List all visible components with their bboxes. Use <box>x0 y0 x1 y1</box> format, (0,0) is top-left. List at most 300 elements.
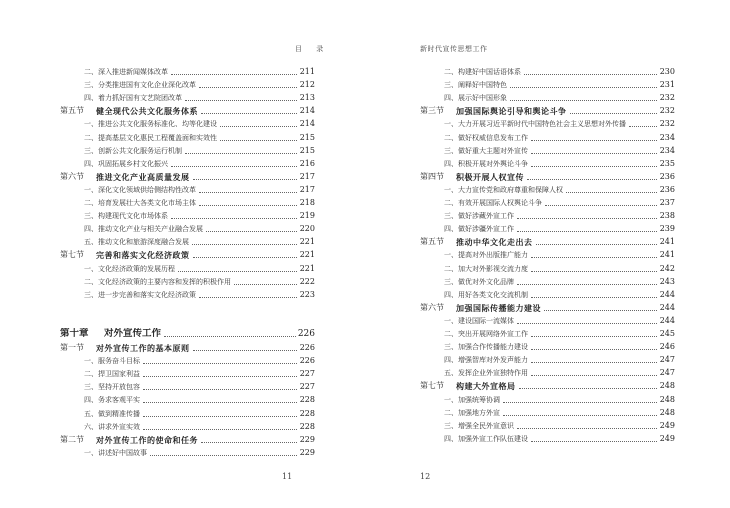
toc-entry-title: 二、加大对外影视交流力度 <box>444 264 528 273</box>
toc-entry-title: 四、巩固拓展乡村文化振兴 <box>84 159 168 168</box>
toc-entry-title: 健全现代公共文化服务体系 <box>96 106 198 117</box>
toc-entry-title: 四、积极开展对外舆论斗争 <box>444 159 528 168</box>
toc-entry-title: 推进文化产业高质量发展 <box>96 171 190 182</box>
dot-leader <box>185 100 297 101</box>
toc-entry-label <box>60 79 299 91</box>
toc-entry-label <box>420 315 659 327</box>
dot-leader <box>199 87 297 88</box>
dot-leader <box>503 402 657 403</box>
toc-entry-label <box>420 289 659 301</box>
toc-entry-label <box>60 145 299 157</box>
dot-leader <box>220 140 297 141</box>
toc-entry-title: 四、务求客观平实 <box>84 396 140 405</box>
toc-entry-sub[interactable] <box>60 421 315 433</box>
toc-entry-number: 第五节 <box>420 237 444 247</box>
toc-entry-page: 232 <box>659 119 675 129</box>
toc-entry-sub[interactable] <box>420 118 675 130</box>
toc-entry-label <box>420 223 659 235</box>
toc-entry-title: 六、讲求外宣实效 <box>84 422 140 431</box>
toc-entry-page: 223 <box>299 289 315 299</box>
toc-entry-sub[interactable] <box>60 447 315 459</box>
toc-entry-page: 234 <box>659 132 675 142</box>
toc-entry-label <box>60 342 299 354</box>
toc-entry-page: 227 <box>299 369 315 379</box>
toc-entry-label <box>420 236 659 248</box>
dot-leader <box>201 113 297 114</box>
toc-entry-sub[interactable] <box>420 249 675 261</box>
dot-leader <box>531 166 657 167</box>
dot-leader <box>199 192 297 193</box>
toc-entry-title: 一、大力开展习近平新时代中国特色社会主义思想对外传播 <box>444 120 626 129</box>
toc-entry-page: 239 <box>659 224 675 234</box>
toc-entry-label <box>420 197 659 209</box>
dot-leader <box>220 126 297 127</box>
toc-entry-title: 三、做好涉藏外宣工作 <box>444 212 514 221</box>
dot-leader <box>531 257 657 258</box>
toc-entry-label <box>60 447 299 459</box>
toc-entry-title: 三、增强全民外宣意识 <box>444 421 514 430</box>
toc-entry-label <box>420 302 659 314</box>
toc-entry-title: 二、文化经济政策的主要内容和发挥的积极作用 <box>84 277 231 286</box>
toc-entry-number: 第七节 <box>60 250 84 260</box>
toc-entry-number: 第十章 <box>60 328 89 339</box>
toc-entry-label <box>60 92 299 104</box>
dot-leader <box>531 297 657 298</box>
toc-entry-title: 三、坚持开放包容 <box>84 383 140 392</box>
toc-entry-sub[interactable] <box>420 407 675 419</box>
dot-leader <box>193 350 298 351</box>
toc-entry-sub[interactable] <box>60 236 315 248</box>
toc-entry-page: 228 <box>299 408 315 418</box>
toc-entry-title: 一、文化经济政策的发展历程 <box>84 264 175 273</box>
toc-entry-label <box>420 328 659 340</box>
toc-entry-label <box>420 367 659 379</box>
toc-entry-label <box>420 433 659 445</box>
toc-entry-page: 220 <box>299 224 315 234</box>
toc-entry-label <box>420 66 659 78</box>
toc-entry-page: 215 <box>299 145 315 155</box>
dot-leader <box>545 205 657 206</box>
toc-entry-sub[interactable] <box>60 355 315 367</box>
toc-entry-sub[interactable] <box>60 368 315 380</box>
toc-entry-sub[interactable] <box>60 394 315 406</box>
toc-entry-sub[interactable] <box>420 433 675 445</box>
dot-leader <box>531 375 657 376</box>
toc-entry-sub[interactable] <box>420 354 675 366</box>
toc-entry-sub[interactable] <box>420 79 675 91</box>
toc-entry-title: 三、加强合作传播能力建设 <box>444 343 528 352</box>
toc-entry-sub[interactable] <box>60 223 315 235</box>
toc-entry-label <box>420 263 659 275</box>
toc-entry-title: 五、做到精准传播 <box>84 409 140 418</box>
toc-entry-title: 二、培育发展壮大各类文化市场主体 <box>84 199 196 207</box>
toc-entry-page: 221 <box>299 250 315 260</box>
toc-entry-page: 230 <box>659 67 675 76</box>
dot-leader <box>510 87 657 88</box>
toc-entry-title: 一、推进公共文化服务标准化、均等化建设 <box>84 120 217 129</box>
toc-entry-page: 217 <box>299 171 315 181</box>
toc-entry-title: 一、大力宣传党和政府尊重和保障人权 <box>444 185 563 194</box>
toc-entry-page: 249 <box>659 420 675 430</box>
toc-entry-section[interactable] <box>60 434 315 446</box>
toc-entry-title: 二、加强地方外宣 <box>444 408 500 417</box>
toc-entry-title: 二、有效开展国际人权舆论斗争 <box>444 199 542 207</box>
toc-entry-label <box>420 118 659 130</box>
dot-leader <box>510 100 657 101</box>
dot-leader <box>193 257 298 258</box>
toc-entry-page: 221 <box>299 237 315 247</box>
toc-entry-title: 一、讲述好中国故事 <box>84 448 147 457</box>
toc-entry-label <box>60 249 299 261</box>
toc-entry-page: 248 <box>659 407 675 417</box>
toc-entry-sub[interactable] <box>420 145 675 157</box>
toc-entry-label <box>60 118 299 130</box>
toc-entry-page: 248 <box>659 394 675 404</box>
toc-entry-label <box>60 263 299 275</box>
toc-entry-sub[interactable] <box>60 184 315 196</box>
dot-leader <box>531 362 657 363</box>
toc-entry-label <box>60 66 299 78</box>
toc-entry-title: 推动中华文化走出去 <box>456 237 533 248</box>
toc-entry-label <box>60 105 299 117</box>
toc-entry-page: 226 <box>297 329 315 339</box>
toc-entry-page: 228 <box>299 421 315 431</box>
toc-entry-title: 二、捍卫国家利益 <box>84 370 140 379</box>
toc-entry-sub[interactable] <box>420 210 675 222</box>
dot-leader <box>143 389 297 390</box>
toc-entry-section[interactable] <box>420 105 675 117</box>
toc-entry-label <box>60 132 299 144</box>
toc-entry-page: 227 <box>299 382 315 392</box>
toc-entry-title: 加强国际传播能力建设 <box>456 302 541 313</box>
toc-entry-label <box>420 92 659 104</box>
dot-leader <box>531 336 657 337</box>
toc-entry-page: 249 <box>659 433 675 443</box>
toc-entry-page: 241 <box>659 237 675 247</box>
toc-entry-section[interactable] <box>420 236 675 248</box>
toc-entry-number: 第三节 <box>420 106 444 116</box>
toc-entry-page: 213 <box>299 93 315 103</box>
toc-entry-title: 积极开展人权宣传 <box>456 171 524 182</box>
toc-entry-title: 一、提高对外出版推广能力 <box>444 251 528 260</box>
toc-entry-page: 247 <box>659 368 675 378</box>
toc-entry-page: 241 <box>659 250 675 260</box>
toc-entry-sub[interactable] <box>420 420 675 432</box>
toc-entry-sub[interactable] <box>60 276 315 288</box>
toc-entry-title: 四、加强外宣工作队伍建设 <box>444 434 528 443</box>
dot-leader <box>519 388 658 389</box>
toc-entry-page: 219 <box>299 211 315 221</box>
dot-leader <box>150 455 297 456</box>
toc-entry-page: 221 <box>299 263 315 273</box>
toc-entry-title: 一、加强统筹协调 <box>444 395 500 404</box>
toc-entry-page: 232 <box>659 93 675 103</box>
toc-entry-title: 三、进一步完善和落实文化经济政策 <box>84 290 196 299</box>
toc-entry-sub[interactable] <box>420 367 675 379</box>
right-page-number: 12 <box>420 472 431 481</box>
toc-entry-title: 加强国际舆论引导和舆论斗争 <box>456 106 567 117</box>
toc-entry-title: 四、增强智库对外发声能力 <box>444 356 528 365</box>
toc-entry-label <box>420 79 659 91</box>
toc-entry-page: 231 <box>659 80 675 90</box>
toc-entry-page: 229 <box>299 434 315 444</box>
toc-entry-label <box>60 289 299 301</box>
toc-entry-sub[interactable] <box>420 341 675 353</box>
toc-entry-sub[interactable] <box>60 132 315 144</box>
toc-entry-page: 216 <box>299 158 315 168</box>
toc-entry-sub[interactable] <box>60 66 315 78</box>
dot-leader <box>234 284 297 285</box>
toc-entry-page: 237 <box>659 198 675 207</box>
toc-entry-sub[interactable] <box>420 197 675 209</box>
dot-leader <box>171 74 297 75</box>
dot-leader <box>517 218 657 219</box>
toc-entry-page: 234 <box>659 145 675 155</box>
toc-entry-label <box>60 381 299 393</box>
dot-leader <box>544 310 657 311</box>
toc-entry-page: 238 <box>659 211 675 221</box>
toc-entry-page: 235 <box>659 158 675 168</box>
toc-entry-sub[interactable] <box>420 223 675 235</box>
toc-entry-page: 214 <box>299 106 315 116</box>
dot-leader <box>517 428 657 429</box>
toc-entry-label <box>60 158 299 170</box>
toc-entry-page: 246 <box>659 342 675 352</box>
toc-entry-page: 211 <box>299 67 315 76</box>
toc-entry-label <box>420 394 659 406</box>
toc-entry-chapter[interactable] <box>60 324 315 340</box>
toc-entry-sub[interactable] <box>60 289 315 301</box>
toc-entry-title: 二、突出开展网络外宣工作 <box>444 330 528 338</box>
toc-entry-page: 232 <box>659 106 675 116</box>
toc-entry-page: 228 <box>299 395 315 405</box>
toc-entry-sub[interactable] <box>60 197 315 209</box>
toc-entry-title: 二、提高基层文化惠民工程覆盖面和实效性 <box>84 133 217 142</box>
toc-entry-sub[interactable] <box>420 276 675 288</box>
toc-entry-sub[interactable] <box>420 315 675 327</box>
dot-leader <box>629 126 657 127</box>
toc-entry-page: 244 <box>659 289 675 299</box>
toc-entry-sub[interactable] <box>60 210 315 222</box>
toc-entry-sub[interactable] <box>60 79 315 91</box>
toc-entry-number: 第一节 <box>60 343 84 352</box>
left-page-header: 目 录 <box>295 45 330 53</box>
dot-leader <box>531 441 657 442</box>
dot-leader <box>570 113 658 114</box>
toc-entry-section[interactable] <box>420 380 675 392</box>
toc-entry-label <box>420 276 659 288</box>
toc-entry-number: 第四节 <box>420 171 444 181</box>
toc-entry-sub[interactable] <box>60 263 315 275</box>
dot-leader <box>164 336 296 337</box>
toc-entry-label <box>420 132 659 144</box>
toc-entry-title: 四、展示好中国形象 <box>444 94 507 103</box>
dot-leader <box>517 284 657 285</box>
toc-entry-page: 244 <box>659 302 675 312</box>
dot-leader <box>171 218 297 219</box>
toc-entry-title: 三、做优对外文化品牌 <box>444 277 514 286</box>
toc-entry-number: 第二节 <box>60 434 84 444</box>
dot-leader <box>201 442 297 443</box>
toc-entry-label <box>420 105 659 117</box>
toc-entry-title: 对外宣传工作 <box>104 328 162 339</box>
toc-entry-title: 四、着力抓好国有文艺院团改革 <box>84 94 182 103</box>
toc-entry-sub[interactable] <box>60 118 315 130</box>
dot-leader <box>531 140 657 141</box>
dot-leader <box>199 297 297 298</box>
toc-entry-page: 222 <box>299 276 315 286</box>
toc-entry-title: 对外宣传工作的使命和任务 <box>96 434 198 445</box>
toc-entry-page: 214 <box>299 119 315 129</box>
toc-entry-title: 二、做好权威信息发布工作 <box>444 133 528 142</box>
dot-leader <box>517 323 657 324</box>
dot-leader <box>143 429 297 430</box>
toc-entry-title: 五、发挥企业外宣独特作用 <box>444 369 528 378</box>
toc-entry-number: 第六节 <box>60 171 84 181</box>
toc-entry-page: 244 <box>659 315 675 325</box>
toc-entry-label <box>420 354 659 366</box>
toc-entry-label <box>420 210 659 222</box>
toc-entry-sub[interactable] <box>420 289 675 301</box>
toc-entry-label <box>420 341 659 353</box>
toc-entry-label <box>420 184 659 196</box>
toc-entry-label <box>60 210 299 222</box>
toc-entry-title: 四、推动文化产业与相关产业融合发展 <box>84 225 203 234</box>
toc-entry-label <box>420 380 659 392</box>
toc-entry-label <box>420 158 659 170</box>
toc-entry-sub[interactable] <box>420 263 675 275</box>
toc-entry-page: 218 <box>299 198 315 207</box>
toc-entry-title: 三、构建现代文化市场体系 <box>84 212 168 221</box>
left-page-number: 11 <box>282 472 293 481</box>
toc-entry-label <box>60 276 299 288</box>
toc-entry-title: 二、深入推进新闻媒体改革 <box>84 68 168 76</box>
toc-entry-page: 247 <box>659 355 675 365</box>
dot-leader <box>143 416 297 417</box>
toc-entry-sub[interactable] <box>420 328 675 340</box>
toc-entry-page: 242 <box>659 263 675 273</box>
toc-entry-sub[interactable] <box>60 145 315 157</box>
toc-entry-title: 一、建设国际一流媒体 <box>444 316 514 325</box>
toc-entry-number: 第七节 <box>420 381 444 391</box>
toc-entry-title: 四、用好各类文化交流机制 <box>444 290 528 299</box>
toc-entry-label <box>420 249 659 261</box>
toc-entry-label <box>60 421 299 433</box>
dot-leader <box>171 166 297 167</box>
toc-entry-number: 第五节 <box>60 106 84 116</box>
toc-entry-sub[interactable] <box>420 92 675 104</box>
toc-entry-sub[interactable] <box>420 184 675 196</box>
toc-entry-sub[interactable] <box>420 66 675 78</box>
toc-entry-sub[interactable] <box>60 381 315 393</box>
dot-leader <box>143 376 297 377</box>
dot-leader <box>206 231 297 232</box>
toc-entry-label <box>60 184 299 196</box>
toc-entry-title: 一、深化文化领域供给侧结构性改革 <box>84 185 196 194</box>
toc-entry-label <box>420 420 659 432</box>
toc-entry-page: 248 <box>659 381 675 391</box>
toc-entry-title: 三、分类推进国有文化企业深化改革 <box>84 81 196 90</box>
toc-entry-label <box>60 197 299 209</box>
toc-entry-page: 245 <box>659 329 675 338</box>
toc-entry-title: 三、做好重大主题对外宣传 <box>444 146 528 155</box>
dot-leader <box>527 179 657 180</box>
toc-entry-page: 226 <box>299 356 315 366</box>
toc-entry-page: 236 <box>659 171 675 181</box>
dot-leader <box>503 415 657 416</box>
dot-leader <box>143 363 297 364</box>
toc-entry-sub[interactable] <box>60 158 315 170</box>
dot-leader <box>531 153 657 154</box>
toc-entry-section[interactable] <box>420 171 675 183</box>
toc-entry-title: 三、创新公共文化服务运行机制 <box>84 146 182 155</box>
toc-entry-label <box>60 355 299 367</box>
toc-entry-title: 一、服务奋斗目标 <box>84 357 140 366</box>
toc-entry-section[interactable] <box>60 171 315 183</box>
toc-entry-sub[interactable] <box>420 394 675 406</box>
toc-entry-sub[interactable] <box>60 92 315 104</box>
toc-entry-label <box>60 171 299 183</box>
dot-leader <box>531 271 657 272</box>
toc-entry-title: 完善和落实文化经济政策 <box>96 250 190 261</box>
toc-entry-page: 229 <box>299 447 315 457</box>
dot-leader <box>143 402 297 403</box>
toc-entry-title: 三、阐释好中国特色 <box>444 81 507 90</box>
toc-entry-label <box>60 368 299 380</box>
toc-entry-label <box>420 171 659 183</box>
toc-entry-page: 243 <box>659 276 675 286</box>
toc-entry-label <box>60 394 299 406</box>
toc-entry-label <box>60 408 299 420</box>
dot-leader <box>178 271 297 272</box>
dot-leader <box>199 205 297 206</box>
toc-entry-section[interactable] <box>60 105 315 117</box>
toc-entry-label <box>60 328 298 340</box>
toc-entry-label <box>420 145 659 157</box>
dot-leader <box>517 231 657 232</box>
toc-entry-label <box>60 434 299 446</box>
toc-entry-page: 212 <box>299 80 315 90</box>
toc-entry-label <box>60 236 299 248</box>
toc-entry-title: 四、做好涉疆外宣工作 <box>444 225 514 234</box>
dot-leader <box>185 153 297 154</box>
toc-entry-section[interactable] <box>60 249 315 261</box>
toc-entry-page: 226 <box>299 343 315 352</box>
toc-entry-title: 五、推动文化和旅游深度融合发展 <box>84 238 189 247</box>
toc-entry-number: 第六节 <box>420 302 444 312</box>
toc-entry-section[interactable] <box>420 302 675 314</box>
dot-leader <box>193 179 298 180</box>
toc-entry-sub[interactable] <box>420 132 675 144</box>
toc-entry-title: 二、构建好中国话语体系 <box>444 68 521 76</box>
toc-entry-label <box>60 223 299 235</box>
toc-entry-title: 对外宣传工作的基本原则 <box>96 343 190 353</box>
toc-entry-sub[interactable] <box>420 158 675 170</box>
toc-entry-page: 215 <box>299 132 315 142</box>
toc-entry-title: 构建大外宣格局 <box>456 381 516 392</box>
toc-entry-label <box>420 407 659 419</box>
toc-entry-section[interactable] <box>60 342 315 354</box>
dot-leader <box>524 74 657 75</box>
dot-leader <box>531 349 657 350</box>
dot-leader <box>536 244 658 245</box>
toc-entry-page: 236 <box>659 184 675 194</box>
dot-leader <box>566 192 657 193</box>
toc-entry-sub[interactable] <box>60 408 315 420</box>
right-page-header: 新时代宣传思想工作 <box>420 45 488 53</box>
dot-leader <box>192 244 297 245</box>
toc-entry-page: 217 <box>299 184 315 194</box>
